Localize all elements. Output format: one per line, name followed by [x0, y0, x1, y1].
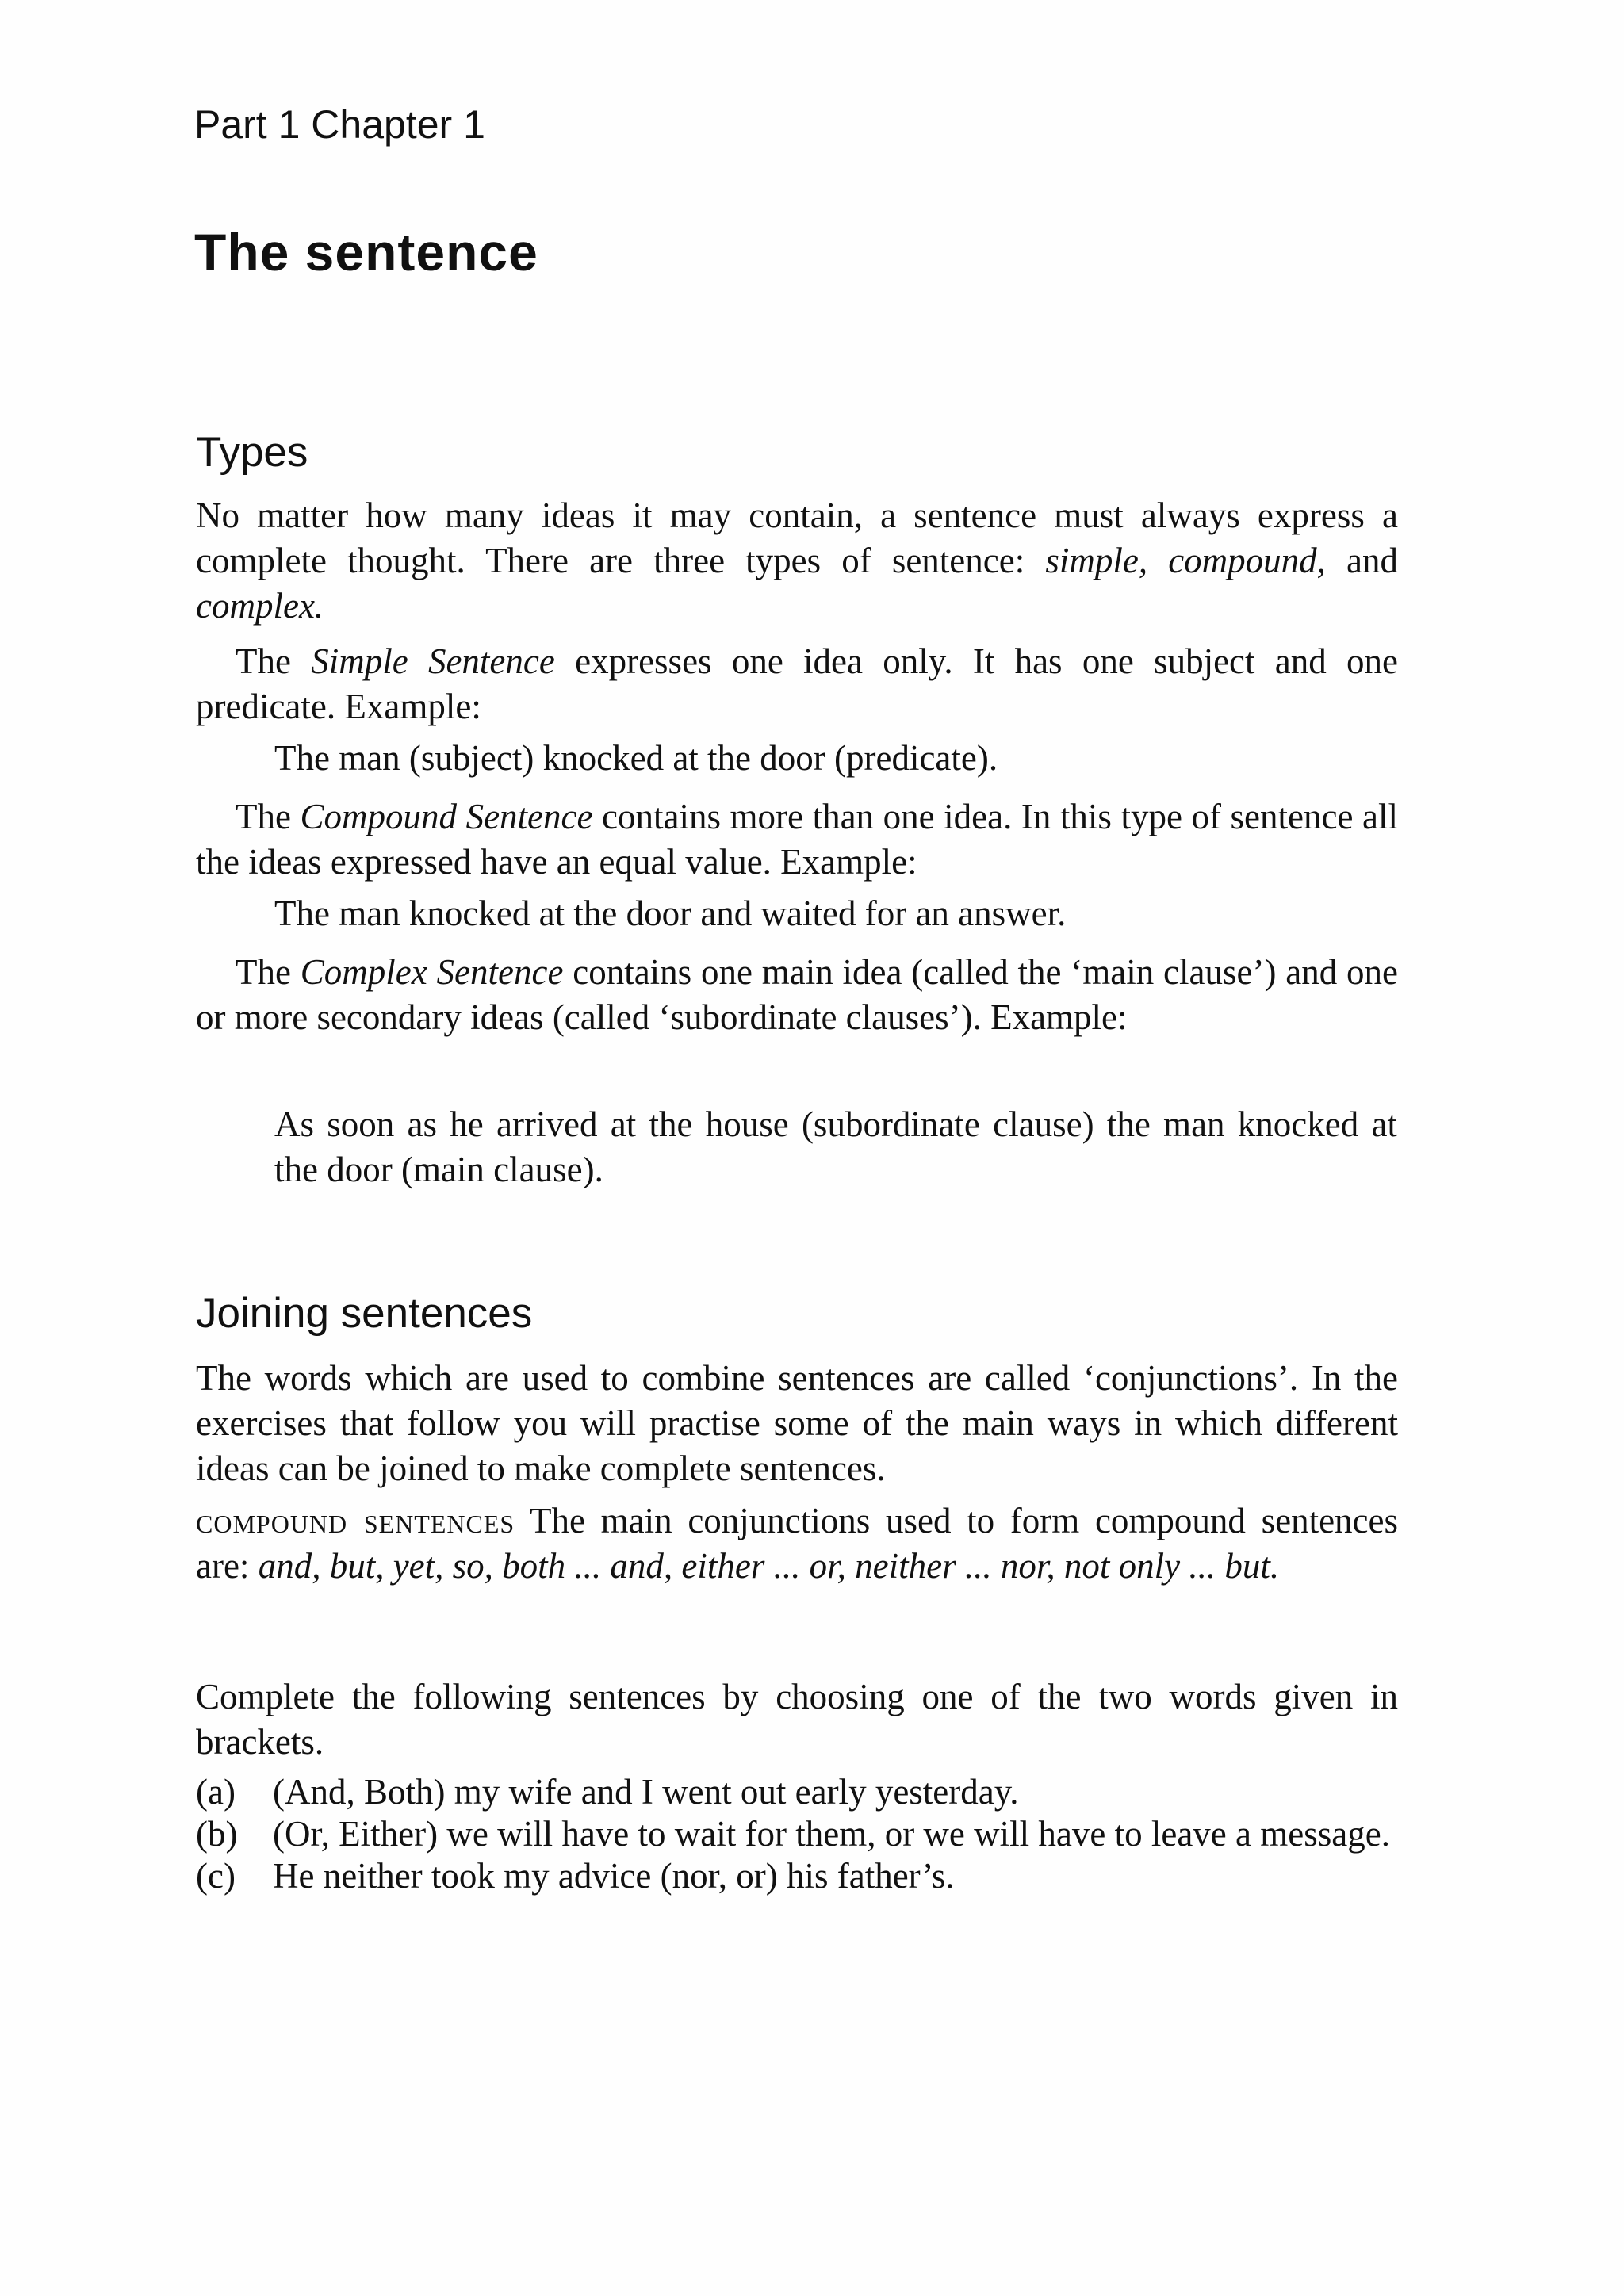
complex-prefix: The: [236, 952, 301, 992]
term-complex: complex.: [196, 586, 324, 626]
compound-sentence-example: The man knocked at the door and waited for an answer.: [274, 894, 1067, 933]
exercise-item: [196, 1813, 1401, 1854]
exercise-item: [196, 1771, 1401, 1812]
compound-sentence-paragraph: [196, 794, 1398, 885]
simple-sentence-example: The man (subject) knocked at the door (predicate).: [274, 738, 998, 778]
compound-conjunctions-text: The main conjunctions used to form compound sentences are:: [196, 1501, 1399, 1586]
term-compound: compound,: [1168, 541, 1326, 580]
joining-intro-paragraph: The words which are used to combine sentences are called ‘conjunctions’. In the exercises that follow you will practise some of the main ways in which different ideas can be joined to make complete sentences.: [196, 1358, 1398, 1488]
exercise-item: [196, 1855, 1401, 1896]
compound-conjunctions-paragraph: [196, 1498, 1398, 1589]
compound-sentence-term: Compound Sentence: [300, 797, 593, 836]
conjunction-list: and, but, yet, so, both ... and, either ... or, neither ... nor, not only ... but.: [258, 1546, 1280, 1586]
complex-sentence-example: As soon as he arrived at the house (subordinate clause) the man knocked at the door (main clause).: [274, 1104, 1397, 1189]
chapter-title: The sentence: [194, 223, 538, 281]
compound-sentences-label: compound sentences: [196, 1501, 515, 1540]
compound-prefix: The: [236, 797, 301, 836]
complex-sentence-term: Complex Sentence: [300, 952, 564, 992]
simple-sentence-term: Simple Sentence: [311, 641, 555, 681]
chapter-label: Part 1 Chapter 1: [194, 102, 485, 147]
exercise-marker: (b): [196, 1814, 238, 1854]
complex-sentence-paragraph: [196, 950, 1398, 1040]
exercise-text: (And, Both) my wife and I went out early yesterday.: [273, 1772, 1019, 1812]
simple-sentence-paragraph: [196, 639, 1398, 729]
exercise-marker: (a): [196, 1772, 236, 1812]
exercise-list: [196, 1771, 1401, 1897]
term-simple: simple,: [1045, 541, 1148, 580]
section-heading-types: Types: [196, 429, 308, 476]
exercise-text: (Or, Either) we will have to wait for them, or we will have to leave a message.: [273, 1814, 1390, 1854]
section-heading-joining: Joining sentences: [196, 1290, 533, 1337]
types-intro-paragraph: [196, 493, 1398, 629]
exercise-text: He neither took my advice (nor, or) his father’s.: [273, 1856, 955, 1896]
exercise-instruction: Complete the following sentences by choosing one of the two words given in brackets.: [196, 1677, 1398, 1762]
simple-prefix: The: [236, 641, 312, 681]
conjunction-and: and: [1325, 541, 1398, 580]
exercise-marker: (c): [196, 1856, 236, 1896]
complex-sentence-text: contains one main idea (called the ‘main clause’) and one or more secondary ideas (called ‘subordinate clauses’). Example:: [196, 952, 1398, 1037]
simple-sentence-text: expresses one idea only. It has one subject and one predicate. Example:: [196, 641, 1398, 726]
types-intro-text: No matter how many ideas it may contain, a sentence must always express a complete thought. There are three types of sentence:: [196, 496, 1398, 580]
compound-sentence-text: contains more than one idea. In this type of sentence all the ideas expressed have an equal value. Example:: [196, 797, 1398, 882]
